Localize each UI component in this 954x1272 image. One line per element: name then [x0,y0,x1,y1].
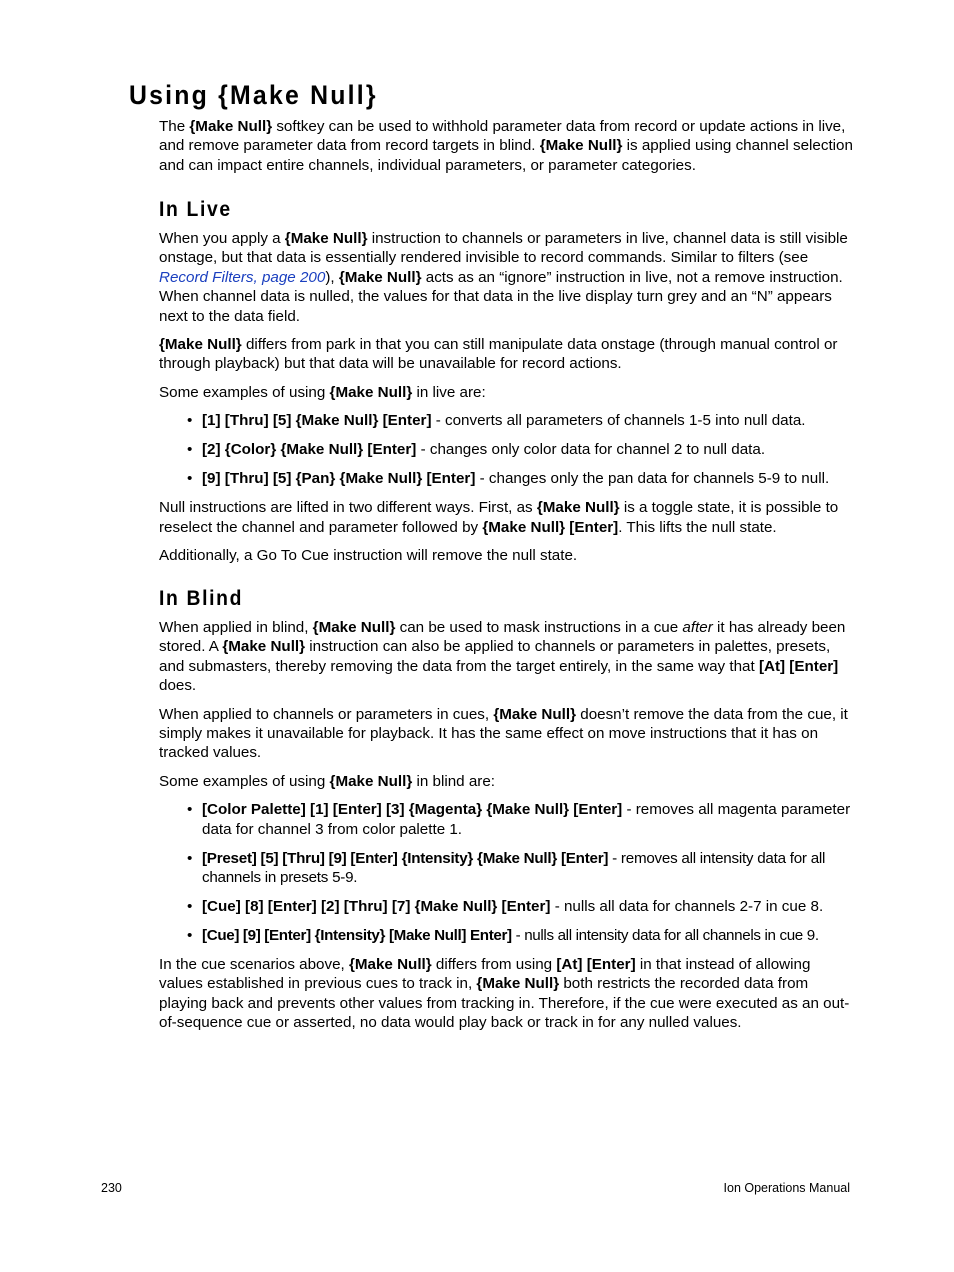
section-heading-live: In Live [159,198,232,221]
text: - removes all magenta parameter data for channel 3 from color palette 1. [202,801,851,838]
command-syntax: [9] [Thru] [5] {Pan} {Make Null} [Enter] [202,470,476,488]
text: - nulls all intensity data for all channels in cue 9. [511,927,819,945]
text: does. [159,677,197,695]
live-paragraph-3 [159,383,855,402]
softkey-label: {Make Null} [338,268,422,286]
live-examples-list [159,411,855,488]
text: ), [325,268,339,286]
bullet-icon: • [187,849,193,867]
list-item [159,897,855,916]
blind-paragraph-3 [159,772,855,791]
text: softkey can be used to withhold parameter data from record or update actions in live, and remove parameter data from record targets in blind. [159,118,846,155]
text: in that instead of allowing values established in previous cues to track in, [159,956,811,993]
softkey-label: {Make Null} [222,638,306,656]
page-title: Using {Make Null} [129,80,378,110]
list-item [159,849,855,888]
softkey-label: {Make Null} [329,772,413,790]
softkey-label: {Make Null} [189,118,273,135]
text: - converts all parameters of channels 1-5 into null data. [431,412,806,430]
softkey-label: [At] [Enter] [758,657,839,675]
command-syntax: [1] [Thru] [5] {Make Null} [Enter] [202,412,432,430]
blind-paragraph-4 [159,955,855,1033]
text: both restricts the recorded data from playing back and prevents other values from tracking in. Therefore, if the cue were executed as an out-of-sequence cue or asserted, no data would play back or track in for any nulled values. [159,975,850,1032]
text: instruction to channels or parameters in live, channel data is still visible onstage, but that data is essentially rendered invisible to record commands. Similar to filters (see [159,230,848,267]
text: When you apply a [159,230,285,247]
text: in blind are: [412,772,495,790]
bullet-icon: • [187,441,193,459]
bullet-icon: • [187,470,193,488]
text: in live are: [412,383,486,401]
list-item [159,926,855,945]
bullet-icon: • [187,927,192,945]
softkey-label: {Make Null} [284,230,368,247]
softkey-label: {Make Null} [159,336,242,354]
softkey-label: [At] [Enter] [556,956,636,974]
live-paragraph-5: Additionally, a Go To Cue instruction will remove the null state. [159,547,578,565]
text: Null instructions are lifted in two different ways. First, as [159,499,537,517]
softkey-label: {Make Null} [476,975,560,993]
text: Some examples of using [159,772,330,790]
blind-paragraph-1 [159,618,855,696]
text: acts as an “ignore” instruction in live, not a remove instruction. When channel data is nulled, the values for that data in the live display turn grey and an “N” appears next to the data field. [159,268,843,325]
list-item [159,800,855,839]
text: - nulls all data for channels 2-7 in cue 8. [550,898,824,916]
text: differs from using [431,956,557,974]
blind-examples-list [159,800,855,945]
softkey-label: {Make Null} [312,619,396,636]
text: is a toggle state, it is possible to reselect the channel and parameter followed by [159,499,839,536]
text: it has already been stored. A [159,619,846,656]
text: - changes only the pan data for channels 5-9 to null. [475,470,830,488]
text: instruction can also be applied to channels or parameters in palettes, presets, and submasters, thereby removing the data from the target entirely, in the same way that [159,638,831,675]
text: The [159,118,190,135]
blind-paragraph-2 [159,705,855,763]
text: In the cue scenarios above, [159,956,349,974]
bullet-icon: • [187,801,193,819]
list-item [159,411,855,430]
text: is applied using channel selection and can impact entire channels, individual parameters, or parameter categories. [159,137,853,174]
live-paragraph-2 [159,335,855,374]
text: can be used to mask instructions in a cue [395,619,683,636]
softkey-label: {Make Null} [539,137,623,155]
blind-section [159,587,855,1042]
bullet-icon: • [187,412,193,430]
text: - changes only color data for channel 2 to null data. [416,441,766,459]
record-filters-link[interactable]: Record Filters, page 200 [159,268,326,286]
command-syntax: [Color Palette] [1] [Enter] [3] {Magenta} {Make Null} [Enter] [202,801,623,819]
live-paragraph-1 [159,229,855,326]
command-syntax: [Cue] [8] [Enter] [2] [Thru] [7] {Make Null} [Enter] [202,898,551,916]
text: doesn’t remove the data from the cue, it simply makes it unavailable for playback. It has the same effect on move instructions that it has on tracked values. [159,705,848,762]
command-syntax: [2] {Color} {Make Null} [Enter] [202,441,417,459]
list-item [159,469,855,488]
live-section [159,198,855,574]
manual-title: Ion Operations Manual [723,1181,850,1195]
list-item [159,440,855,459]
live-paragraph-4 [159,498,855,537]
text: When applied in blind, [159,619,313,636]
text: Some examples of using [159,383,330,401]
softkey-label: {Make Null} [536,499,620,517]
text: . This lifts the null state. [618,518,777,536]
softkey-label: {Make Null} [Enter] [482,518,619,536]
softkey-label: {Make Null} [493,705,577,723]
bullet-icon: • [187,898,193,916]
intro-section [159,117,855,184]
text: When applied to channels or parameters in cues, [159,705,494,723]
command-syntax: [Cue] [9] [Enter] {Intensity} [Make Null] Enter] [202,927,512,945]
command-syntax: [Preset] [5] [Thru] [9] [Enter] {Intensity} {Make Null} [Enter] [202,849,609,867]
softkey-label: {Make Null} [348,956,432,974]
intro-paragraph [159,117,855,175]
section-heading-blind: In Blind [159,587,244,610]
text: differs from park in that you can still manipulate data onstage (through manual control or through playback) but that data will be unavailable for record actions. [159,336,838,373]
page-number: 230 [101,1181,122,1195]
text: - removes all intensity data for all channels in presets 5-9. [202,849,826,887]
softkey-label: {Make Null} [329,383,413,401]
emphasis: after [682,619,713,636]
